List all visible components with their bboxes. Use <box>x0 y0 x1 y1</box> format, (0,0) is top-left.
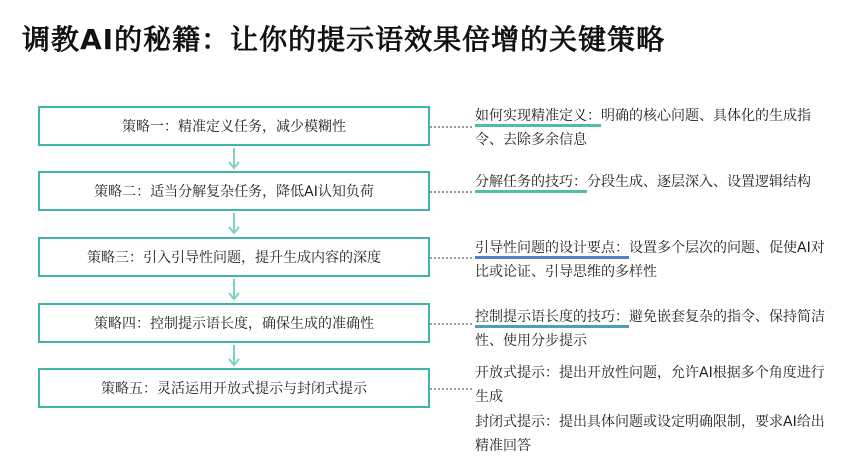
note-text: 设置多个层次的问题、促使AI对比或论证、引导思维的多样性 <box>475 240 825 280</box>
strategy-box-1 <box>38 106 430 146</box>
note-6 <box>475 410 835 458</box>
note-4 <box>475 305 835 353</box>
strategy-label: 策略五：灵活运用开放式提示与封闭式提示 <box>101 381 367 397</box>
note-text: 明确的核心问题、具体化的生成指令、去除多余信息 <box>475 108 811 148</box>
strategy-box-3 <box>38 237 430 277</box>
note-2 <box>475 170 835 194</box>
strategy-label: 策略四：控制提示语长度，确保生成的准确性 <box>94 316 374 332</box>
arrow-down-icon <box>228 279 240 301</box>
connector-line <box>430 126 472 128</box>
strategy-label: 策略三：引入引导性问题，提升生成内容的深度 <box>87 250 381 266</box>
strategy-label: 策略二：适当分解复杂任务，降低AI认知负荷 <box>94 184 374 200</box>
note-lead: 开放式提示： <box>475 365 559 381</box>
note-3 <box>475 236 835 284</box>
note-lead: 封闭式提示： <box>475 414 559 430</box>
strategy-box-5 <box>38 368 430 408</box>
arrow-down-icon <box>228 213 240 235</box>
strategy-box-4 <box>38 303 430 343</box>
connector-line <box>430 257 472 259</box>
connector-line <box>430 388 472 390</box>
arrow-down-icon <box>228 345 240 367</box>
connector-line <box>430 191 472 193</box>
strategy-box-2 <box>38 171 430 211</box>
note-text: 分段生成、逐层深入、设置逻辑结构 <box>587 174 811 190</box>
connector-line <box>430 323 472 325</box>
note-text: 避免嵌套复杂的指令、保持简洁性、使用分步提示 <box>475 309 825 349</box>
note-1 <box>475 104 835 152</box>
note-lead: 引导性问题的设计要点： <box>475 240 629 256</box>
note-text: 提出具体问题或设定明确限制，要求AI给出精准回答 <box>475 414 825 454</box>
note-text: 提出开放性问题，允许AI根据多个角度进行生成 <box>475 365 825 405</box>
note-5 <box>475 361 835 409</box>
page-title: 调教AI的秘籍：让你的提示语效果倍增的关键策略 <box>22 23 666 56</box>
note-lead: 分解任务的技巧： <box>475 174 587 190</box>
note-lead: 如何实现精准定义： <box>475 108 601 124</box>
arrow-down-icon <box>228 148 240 170</box>
strategy-label: 策略一：精准定义任务，减少模糊性 <box>122 119 346 135</box>
note-lead: 控制提示语长度的技巧： <box>475 309 629 325</box>
